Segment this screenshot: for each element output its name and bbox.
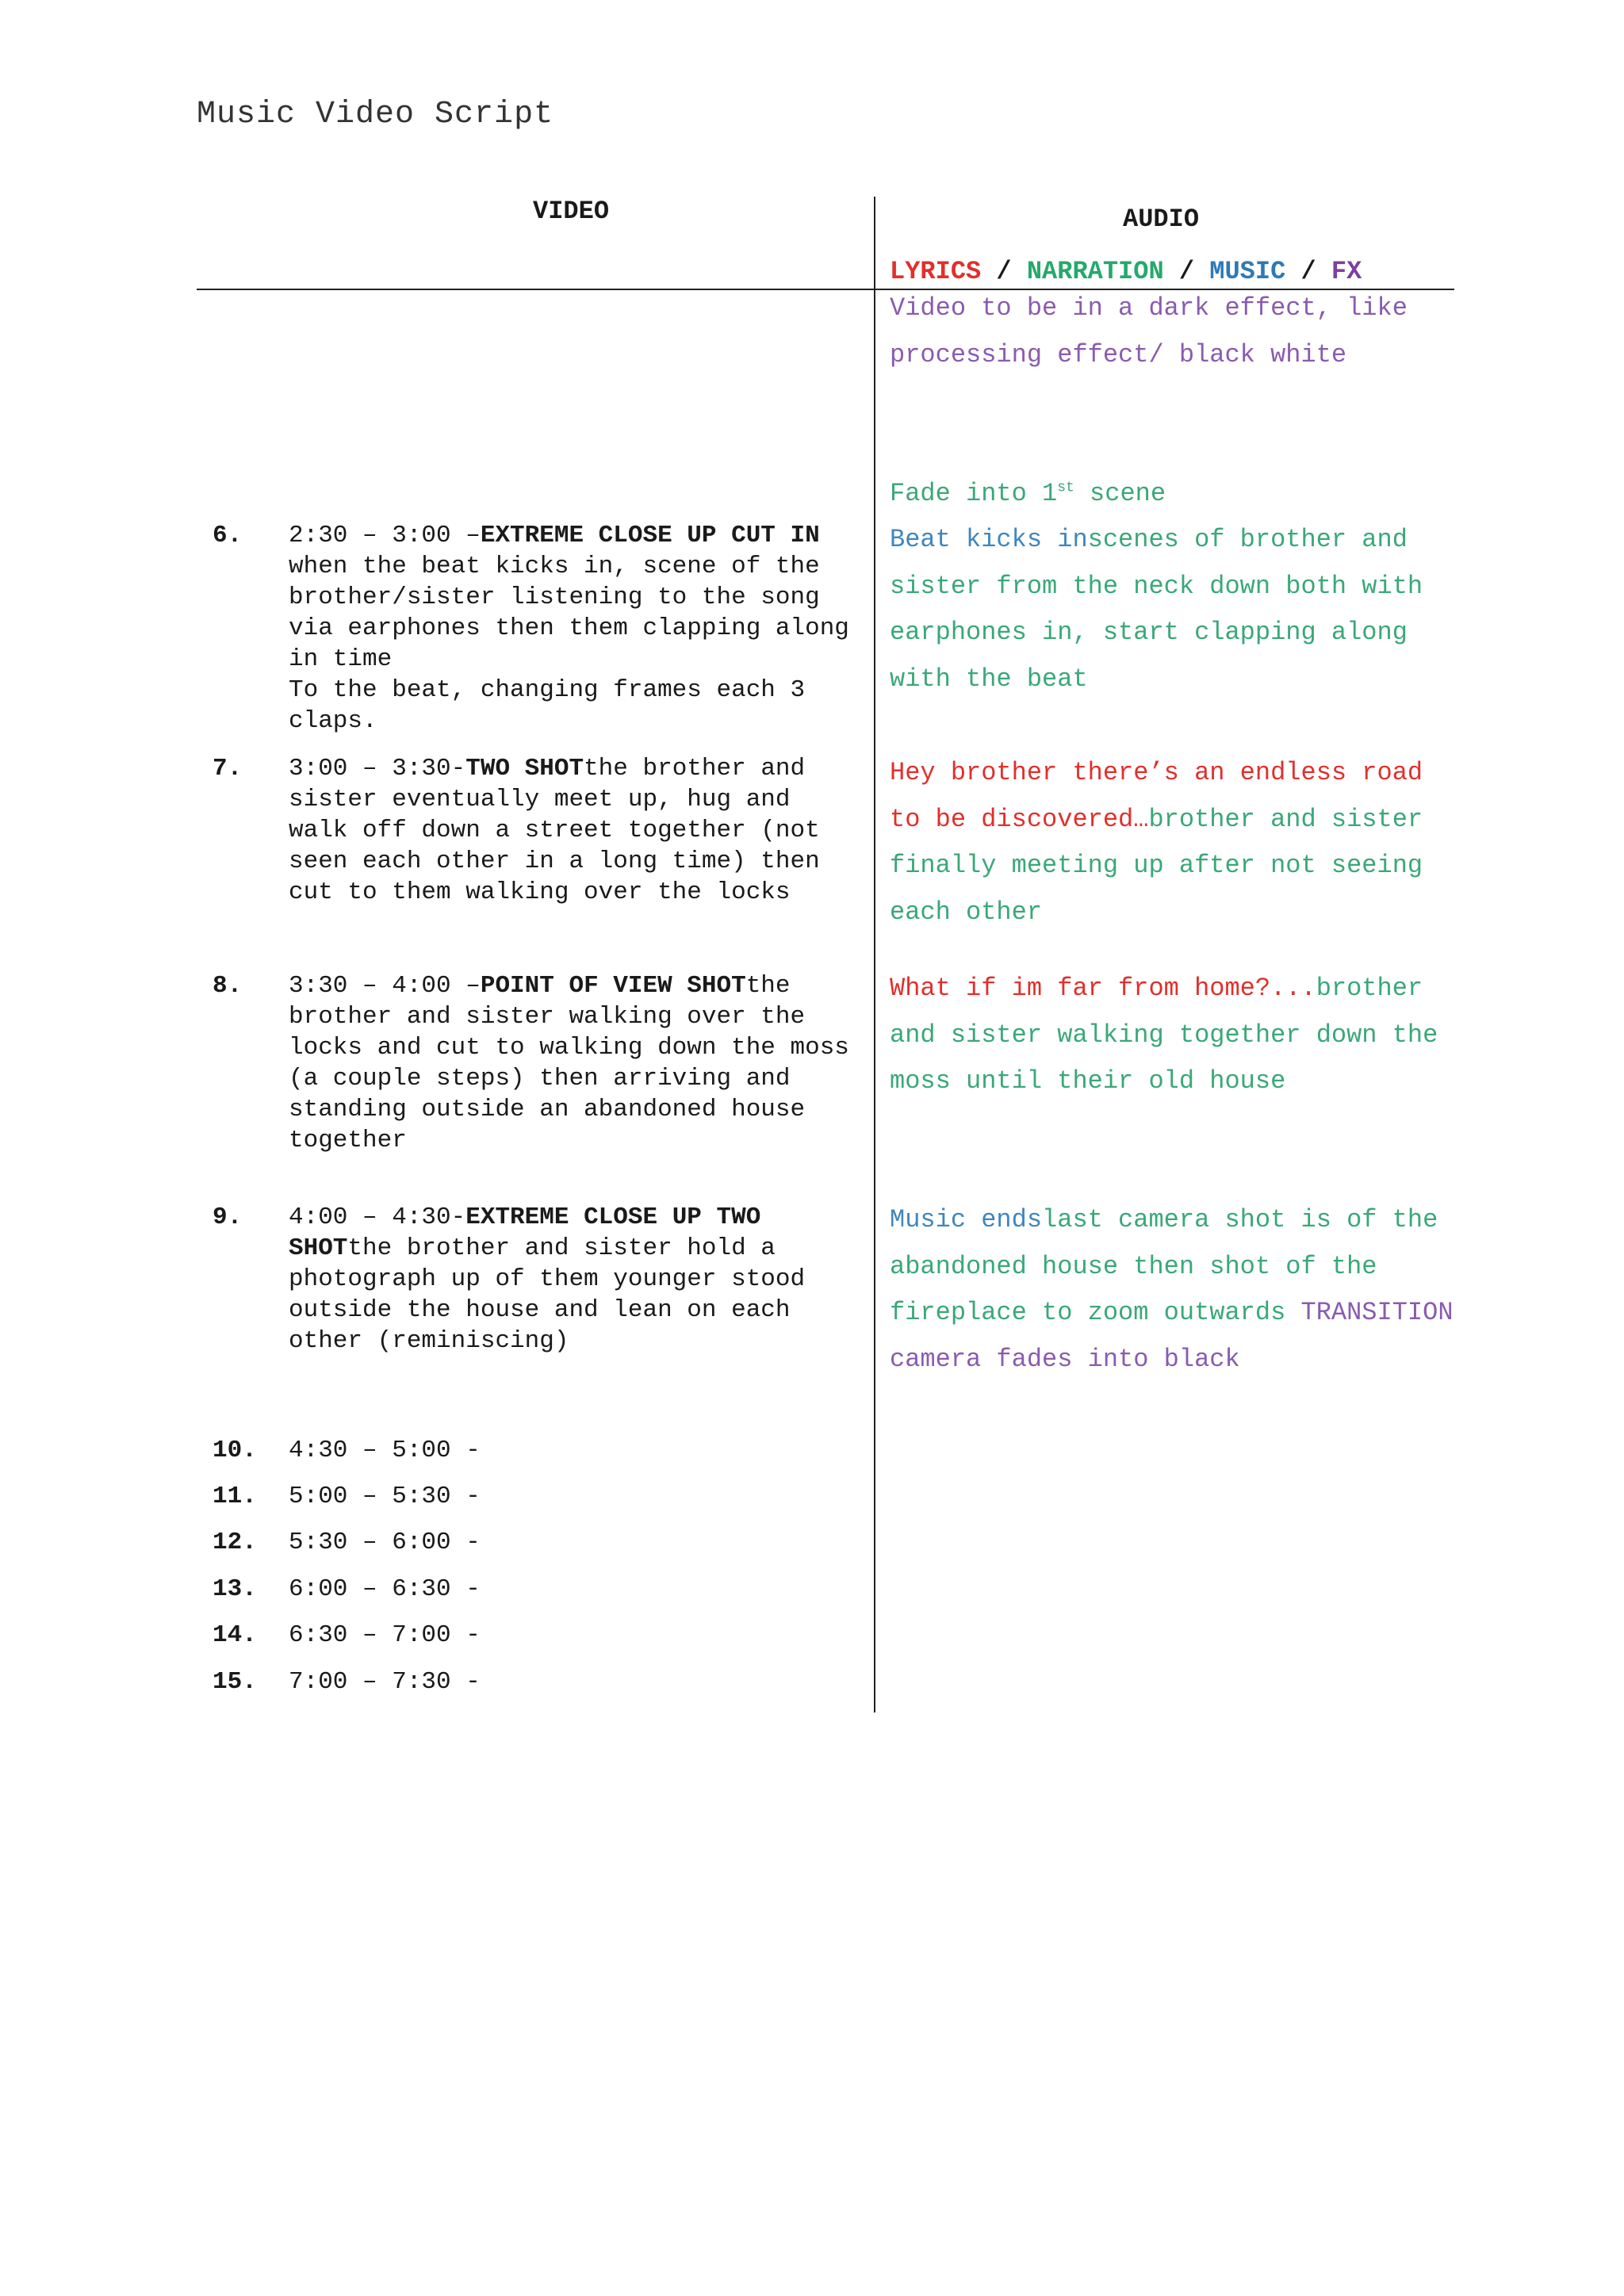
legend-separator: /: [1300, 257, 1316, 286]
audio-lyrics: What if im far from home?...: [890, 974, 1316, 1003]
legend-separator: /: [1178, 257, 1195, 286]
row-number: 15.: [213, 1668, 257, 1696]
audio-music: Beat kicks in: [890, 525, 1088, 554]
page-title: Music Video Script: [197, 97, 554, 132]
audio-music: Music ends: [890, 1205, 1043, 1234]
shot-type: EXTREME CLOSE UP TWO SHOT: [289, 1203, 776, 1262]
column-divider: [874, 197, 875, 1712]
row-number: 6.: [213, 522, 243, 549]
audio-fade-in: [890, 471, 1461, 518]
row-description: [289, 1202, 863, 1357]
audio-row-8: [890, 966, 1461, 1105]
shot-type: TWO SHOT: [465, 755, 584, 783]
row-desc: the brother and sister hold a photograph up of them younger stood outside the house and lean on each other (reminiscing): [289, 1234, 820, 1355]
video-row-10: [213, 1435, 863, 1466]
row-time: 5:30 – 6:00 -: [289, 1529, 481, 1556]
row-number: 7.: [213, 755, 243, 783]
audio-legend: [890, 257, 1362, 286]
legend-separator: /: [996, 257, 1012, 286]
row-time: 6:00 – 6:30 -: [289, 1575, 481, 1603]
fade-text: Fade into 1: [890, 479, 1058, 508]
row-description: [289, 753, 863, 908]
legend-narration: NARRATION: [1026, 257, 1164, 286]
fade-text-end: scene: [1074, 479, 1166, 508]
row-number: 11.: [213, 1483, 257, 1510]
shot-type: POINT OF VIEW SHOT: [480, 972, 746, 1000]
row-number: 13.: [213, 1575, 257, 1603]
fade-superscript: st: [1057, 480, 1074, 496]
legend-fx: FX: [1331, 257, 1362, 286]
row-desc: the brother and sister walking over the locks and cut to walking down the moss (a couple steps) then arriving and standing outside an abandoned house together: [289, 972, 864, 1154]
row-time: 4:30 – 5:00 -: [289, 1437, 481, 1464]
row-desc: the brother and sister eventually meet up, hug and walk off down a street together (not seen each other in a long time) then cut to them walking over the locks: [289, 755, 835, 906]
video-row-9: [213, 1202, 863, 1357]
row-number: 9.: [213, 1203, 243, 1231]
row-time: 2:30 – 3:00 –: [289, 522, 481, 549]
shot-type: EXTREME CLOSE UP CUT IN: [480, 522, 820, 549]
video-row-6: [213, 520, 863, 737]
row-time: 6:30 – 7:00 -: [289, 1621, 481, 1649]
video-row-7: [213, 753, 863, 908]
audio-row-9: [890, 1197, 1461, 1383]
row-time: 4:00 – 4:30-: [289, 1203, 466, 1231]
row-time: 7:00 – 7:30 -: [289, 1668, 481, 1696]
legend-music: MUSIC: [1209, 257, 1286, 286]
audio-narration: last camera shot is of the abandoned house then shot of the fireplace to zoom outwards: [890, 1205, 1438, 1327]
row-number: 12.: [213, 1529, 257, 1556]
row-desc: when the beat kicks in, scene of the brother/sister listening to the song via earphones then them clapping along in time To the beat, changing frames each 3 claps.: [289, 553, 849, 735]
audio-intro-fx: Video to be in a dark effect, like processing effect/ black white: [890, 293, 1408, 369]
video-row-11: [213, 1481, 863, 1512]
row-number: 10.: [213, 1437, 257, 1464]
video-column-header: VIDEO: [533, 197, 610, 226]
legend-lyrics: LYRICS: [890, 257, 982, 286]
video-row-12: [213, 1527, 863, 1558]
row-time: 3:00 – 3:30-: [289, 755, 466, 783]
row-time: 3:30 – 4:00 –: [289, 972, 481, 1000]
row-description: [289, 970, 863, 1156]
audio-column-header: AUDIO: [1123, 205, 1200, 234]
audio-row-6: [890, 517, 1461, 702]
row-time: 5:00 – 5:30 -: [289, 1483, 481, 1510]
audio-row-7: [890, 750, 1461, 936]
row-number: 8.: [213, 972, 243, 1000]
audio-narration: brother and sister walking together down the moss until their old house: [890, 974, 1438, 1096]
audio-fx: TRANSITION camera fades into black: [890, 1298, 1454, 1374]
audio-lyrics: Hey brother there’s an endless road to be discovered…: [890, 758, 1423, 834]
row-description: [289, 520, 863, 737]
video-row-15: [213, 1667, 863, 1697]
audio-narration: brother and sister finally meeting up after not seeing each other: [890, 804, 1423, 927]
video-row-14: [213, 1620, 863, 1651]
video-row-8: [213, 970, 863, 1156]
video-row-13: [213, 1574, 863, 1605]
audio-narration: scenes of brother and sister from the neck down both with earphones in, start clapping along with the beat: [890, 525, 1423, 694]
row-number: 14.: [213, 1621, 257, 1649]
